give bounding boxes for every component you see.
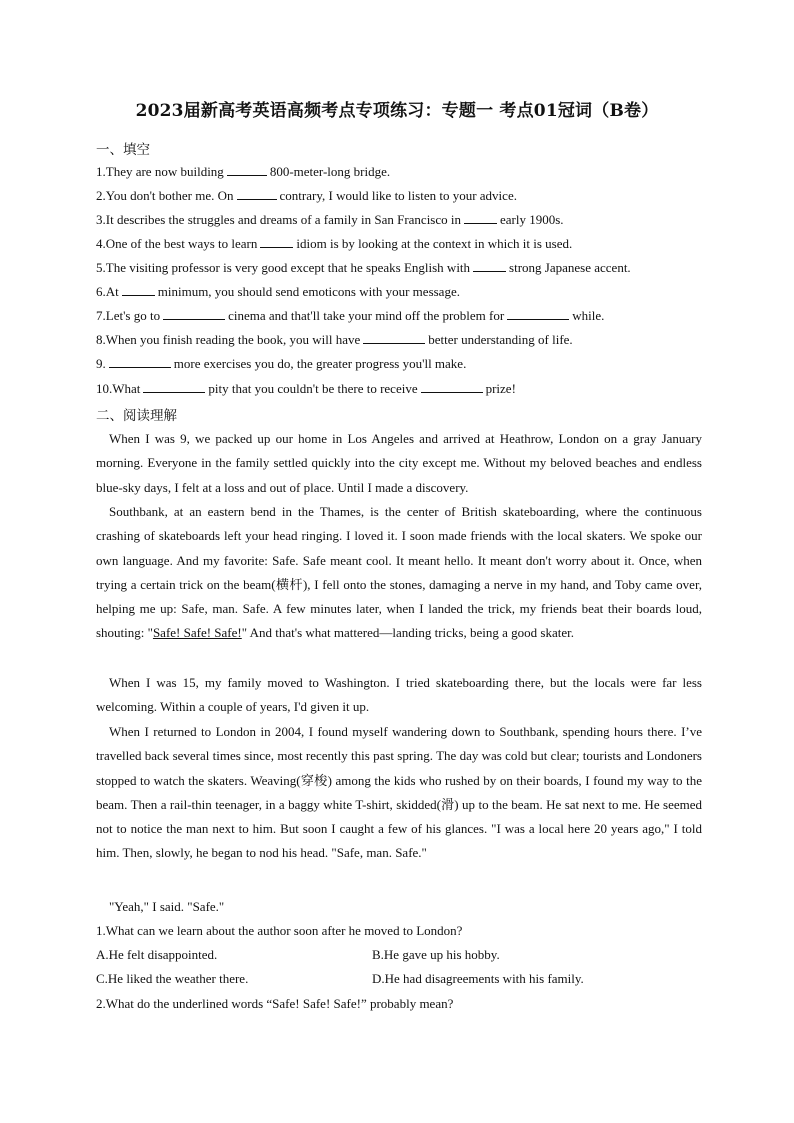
question-1-option-a[interactable]: A.He felt disappointed. xyxy=(96,947,218,962)
fill-item-5: 5.The visiting professor is very good except that he speaks English with strong Japanese accent. xyxy=(96,260,631,275)
passage-paragraph-3: When I was 15, my family moved to Washington. I tried skateboarding there, but the locals were far less welcoming. Within a couple of years, I'd given it up. xyxy=(96,675,702,715)
fill-item-9: 9. more exercises you do, the greater progress you'll make. xyxy=(96,356,467,371)
answer-blank[interactable] xyxy=(421,380,483,393)
question-1-stem: 1.What can we learn about the author soon after he moved to London? xyxy=(96,923,463,938)
passage-paragraph-5: "Yeah," I said. "Safe." xyxy=(109,899,225,914)
question-1-option-b[interactable]: B.He gave up his hobby. xyxy=(372,947,500,962)
answer-blank[interactable] xyxy=(237,187,277,200)
question-1-option-c[interactable]: C.He liked the weather there. xyxy=(96,971,249,986)
answer-blank[interactable] xyxy=(507,307,569,320)
passage-paragraph-2: Southbank, at an eastern bend in the Thames, is the center of British skateboarding, where the continuous crashing of skateboards left your head ringing. I loved it. I soon made friends with the local skaters. We spoke our own language. And my favorite: Safe. Safe meant cool. It meant hello. It meant don't worry about it. Once, when trying a certain trick on the beam(横杆), I fell onto the stones, damaging a nerve in my hand, and Toby came over, helping me up: Safe, man. Safe. A few minutes later, when I landed the trick, my friends beat their boards loud, shouting: "Safe! Safe! Safe!" And that's what mattered—landing tricks, being a good skater. xyxy=(96,504,702,641)
underlined-phrase: Safe! Safe! Safe! xyxy=(152,625,242,641)
fill-item-4: 4.One of the best ways to learn idiom is by looking at the context in which it is used. xyxy=(96,236,573,251)
answer-blank[interactable] xyxy=(464,211,497,224)
answer-blank[interactable] xyxy=(109,355,171,368)
fill-item-6: 6.At minimum, you should send emoticons with your message. xyxy=(96,284,460,299)
answer-blank[interactable] xyxy=(143,380,205,393)
fill-item-3: 3.It describes the struggles and dreams of a family in San Francisco in early 1900s. xyxy=(96,212,564,227)
page-title: 2023届新高考英语高频考点专项练习：专题一 考点01冠词（B卷） xyxy=(135,101,659,121)
answer-blank[interactable] xyxy=(227,163,267,176)
answer-blank[interactable] xyxy=(163,307,225,320)
question-1-option-d[interactable]: D.He had disagreements with his family. xyxy=(372,971,584,986)
section-heading-reading: 二、阅读理解 xyxy=(96,408,177,423)
section-heading-fill: 一、填空 xyxy=(96,142,150,157)
fill-item-10: 10.What pity that you couldn't be there to receive prize! xyxy=(96,381,516,396)
fill-item-8: 8.When you finish reading the book, you will have better understanding of life. xyxy=(96,332,573,347)
answer-blank[interactable] xyxy=(363,331,425,344)
answer-blank[interactable] xyxy=(122,283,155,296)
passage-paragraph-4: When I returned to London in 2004, I found myself wandering down to Southbank, spending hours there. I’ve travelled back several times since, most recently this past spring. The day was cold but clear; tourists and Londoners stopped to watch the skaters. Weaving(穿梭) among the kids who rushed by on their boards, I found my way to the beam. Then a rail-thin teenager, in a baggy white T-shirt, skidded(滑) up to the beam. He sat next to me. He seemed not to notice the man next to him. But soon I caught a few of his glances. "I was a local here 20 years ago," I told him. Then, slowly, he began to nod his head. "Safe, man. Safe." xyxy=(96,724,702,861)
fill-item-7: 7.Let's go to cinema and that'll take your mind off the problem for while. xyxy=(96,308,605,323)
fill-item-1: 1.They are now building 800-meter-long bridge. xyxy=(96,164,391,179)
answer-blank[interactable] xyxy=(260,235,293,248)
question-2-stem: 2.What do the underlined words “Safe! Safe! Safe!” probably mean? xyxy=(96,996,454,1011)
answer-blank[interactable] xyxy=(473,259,506,272)
passage-paragraph-1: When I was 9, we packed up our home in Los Angeles and arrived at Heathrow, London on a gray January morning. Everyone in the family settled quickly into the city except me. Without my beloved beaches and endless blue-sky days, I felt at a loss and out of place. Until I made a discovery. xyxy=(96,431,702,495)
fill-item-2: 2.You don't bother me. On contrary, I would like to listen to your advice. xyxy=(96,188,517,203)
